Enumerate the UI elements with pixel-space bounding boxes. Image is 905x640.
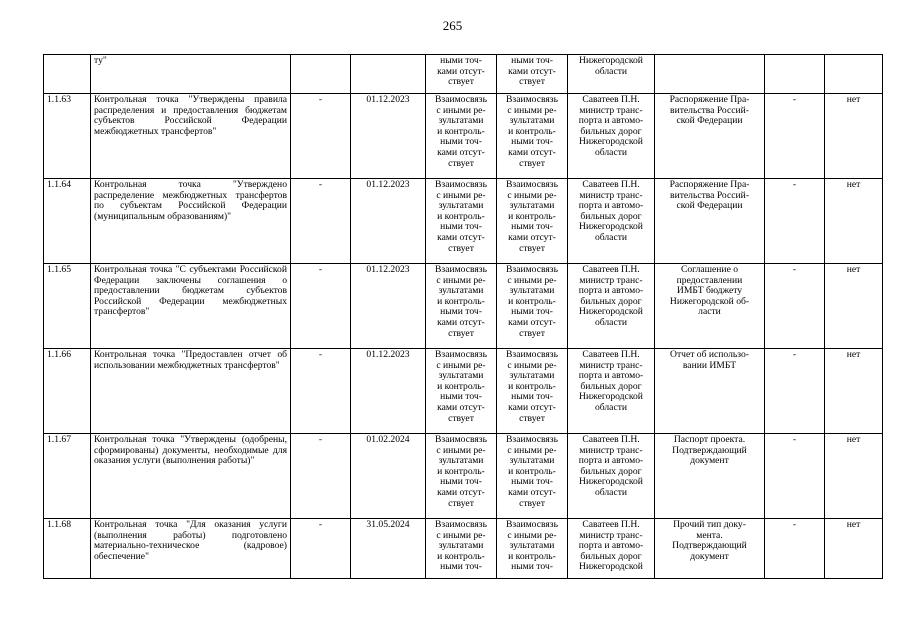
info-system-flag-cell: - bbox=[765, 264, 825, 349]
predecessor-link-cell: Взаимосвязь с иными ре- зультатами и контроль- ными точ- ками отсут- ствует bbox=[426, 94, 497, 179]
responsible-person-cell: Саватеев П.Н. министр транс- порта и автомо- бильных дорог Нижегородской области bbox=[568, 349, 655, 434]
table-row bbox=[44, 94, 883, 179]
info-system-flag-cell: - bbox=[765, 519, 825, 579]
table-row bbox=[44, 179, 883, 264]
predecessor-link-cell: Взаимосвязь с иными ре- зультатами и контроль- ными точ- bbox=[426, 519, 497, 579]
responsible-person-cell: Саватеев П.Н. министр транс- порта и автомо- бильных дорог Нижегородской области bbox=[568, 94, 655, 179]
decomposition-flag-cell: нет bbox=[825, 264, 883, 349]
successor-link-cell: Взаимосвязь с иными ре- зультатами и контроль- ными точ- ками отсут- ствует bbox=[497, 179, 568, 264]
decomposition-flag-cell: нет bbox=[825, 179, 883, 264]
confirming-document-cell: Прочий тип доку- мента. Подтверждающий документ bbox=[655, 519, 765, 579]
control-point-name-cell: Контрольная точка "Утверждены правила распределения и предоставления бюджетам субъектов Российской Федерации межбюджетных трансфертов" bbox=[91, 94, 291, 179]
table-body bbox=[44, 55, 883, 579]
responsible-person-cell: Саватеев П.Н. министр транс- порта и автомо- бильных дорог Нижегородской bbox=[568, 519, 655, 579]
row-number-cell: 1.1.68 bbox=[44, 519, 91, 579]
base-value-cell: - bbox=[291, 179, 351, 264]
base-value-cell bbox=[291, 55, 351, 94]
successor-link-cell: Взаимосвязь с иными ре- зультатами и контроль- ными точ- ками отсут- ствует bbox=[497, 94, 568, 179]
row-number-cell: 1.1.64 bbox=[44, 179, 91, 264]
decomposition-flag-cell bbox=[825, 55, 883, 94]
due-date-cell: 01.12.2023 bbox=[351, 349, 426, 434]
successor-link-cell: Взаимосвязь с иными ре- зультатами и контроль- ными точ- ками отсут- ствует bbox=[497, 264, 568, 349]
decomposition-flag-cell: нет bbox=[825, 434, 883, 519]
successor-link-cell: Взаимосвязь с иными ре- зультатами и контроль- ными точ- ками отсут- ствует bbox=[497, 434, 568, 519]
info-system-flag-cell: - bbox=[765, 349, 825, 434]
control-point-name-cell: Контрольная точка "Утверждены (одобрены, сформированы) документы, необходимые для оказания услуги (выполнения работы)" bbox=[91, 434, 291, 519]
predecessor-link-cell: Взаимосвязь с иными ре- зультатами и контроль- ными точ- ками отсут- ствует bbox=[426, 179, 497, 264]
row-number-cell: 1.1.66 bbox=[44, 349, 91, 434]
predecessor-link-cell: Взаимосвязь с иными ре- зультатами и контроль- ными точ- ками отсут- ствует bbox=[426, 434, 497, 519]
confirming-document-cell: Распоряжение Пра- вительства Россий- ской Федерации bbox=[655, 179, 765, 264]
control-point-name-cell: ту" bbox=[91, 55, 291, 94]
base-value-cell: - bbox=[291, 94, 351, 179]
table-row bbox=[44, 349, 883, 434]
row-number-cell bbox=[44, 55, 91, 94]
table-row bbox=[44, 434, 883, 519]
due-date-cell: 01.02.2024 bbox=[351, 434, 426, 519]
info-system-flag-cell: - bbox=[765, 179, 825, 264]
responsible-person-cell: Саватеев П.Н. министр транс- порта и автомо- бильных дорог Нижегородской области bbox=[568, 434, 655, 519]
confirming-document-cell bbox=[655, 55, 765, 94]
successor-link-cell: ными точ- ками отсут- ствует bbox=[497, 55, 568, 94]
info-system-flag-cell: - bbox=[765, 94, 825, 179]
predecessor-link-cell: ными точ- ками отсут- ствует bbox=[426, 55, 497, 94]
base-value-cell: - bbox=[291, 434, 351, 519]
predecessor-link-cell: Взаимосвязь с иными ре- зультатами и контроль- ными точ- ками отсут- ствует bbox=[426, 264, 497, 349]
due-date-cell: 01.12.2023 bbox=[351, 94, 426, 179]
base-value-cell: - bbox=[291, 264, 351, 349]
due-date-cell: 31.05.2024 bbox=[351, 519, 426, 579]
table-row bbox=[44, 55, 883, 94]
decomposition-flag-cell: нет bbox=[825, 349, 883, 434]
responsible-person-cell: Саватеев П.Н. министр транс- порта и автомо- бильных дорог Нижегородской области bbox=[568, 179, 655, 264]
control-point-name-cell: Контрольная точка "Предоставлен отчет об использовании межбюджетных трансфертов" bbox=[91, 349, 291, 434]
due-date-cell: 01.12.2023 bbox=[351, 264, 426, 349]
table-row bbox=[44, 519, 883, 579]
successor-link-cell: Взаимосвязь с иными ре- зультатами и контроль- ными точ- ками отсут- ствует bbox=[497, 349, 568, 434]
responsible-person-cell: Нижегородской области bbox=[568, 55, 655, 94]
control-point-name-cell: Контрольная точка "Для оказания услуги (выполнения работы) подготовлено материально-техническое (кадровое) обеспечение" bbox=[91, 519, 291, 579]
decomposition-flag-cell: нет bbox=[825, 519, 883, 579]
successor-link-cell: Взаимосвязь с иными ре- зультатами и контроль- ными точ- bbox=[497, 519, 568, 579]
row-number-cell: 1.1.63 bbox=[44, 94, 91, 179]
base-value-cell: - bbox=[291, 519, 351, 579]
info-system-flag-cell: - bbox=[765, 434, 825, 519]
confirming-document-cell: Отчет об использо- вании ИМБТ bbox=[655, 349, 765, 434]
info-system-flag-cell bbox=[765, 55, 825, 94]
base-value-cell: - bbox=[291, 349, 351, 434]
confirming-document-cell: Распоряжение Пра- вительства Россий- ской Федерации bbox=[655, 94, 765, 179]
row-number-cell: 1.1.67 bbox=[44, 434, 91, 519]
due-date-cell: 01.12.2023 bbox=[351, 179, 426, 264]
confirming-document-cell: Паспорт проекта. Подтверждающий документ bbox=[655, 434, 765, 519]
predecessor-link-cell: Взаимосвязь с иными ре- зультатами и контроль- ными точ- ками отсут- ствует bbox=[426, 349, 497, 434]
decomposition-flag-cell: нет bbox=[825, 94, 883, 179]
table-row bbox=[44, 264, 883, 349]
responsible-person-cell: Саватеев П.Н. министр транс- порта и автомо- бильных дорог Нижегородской области bbox=[568, 264, 655, 349]
control-point-name-cell: Контрольная точка "Утверждено распределение межбюджетных трансфертов по субъектам Российской Федерации (муниципальным образованиям)" bbox=[91, 179, 291, 264]
confirming-document-cell: Соглашение о предоставлении ИМБТ бюджету Нижегородской об- ласти bbox=[655, 264, 765, 349]
row-number-cell: 1.1.65 bbox=[44, 264, 91, 349]
page-number: 265 bbox=[442, 18, 463, 33]
control-points-table bbox=[43, 54, 883, 579]
control-point-name-cell: Контрольная точка "С субъектами Российской Федерации заключены соглашения о предоставлении бюджетам субъектов Российской Федерации межбюджетных трансфертов" bbox=[91, 264, 291, 349]
due-date-cell bbox=[351, 55, 426, 94]
